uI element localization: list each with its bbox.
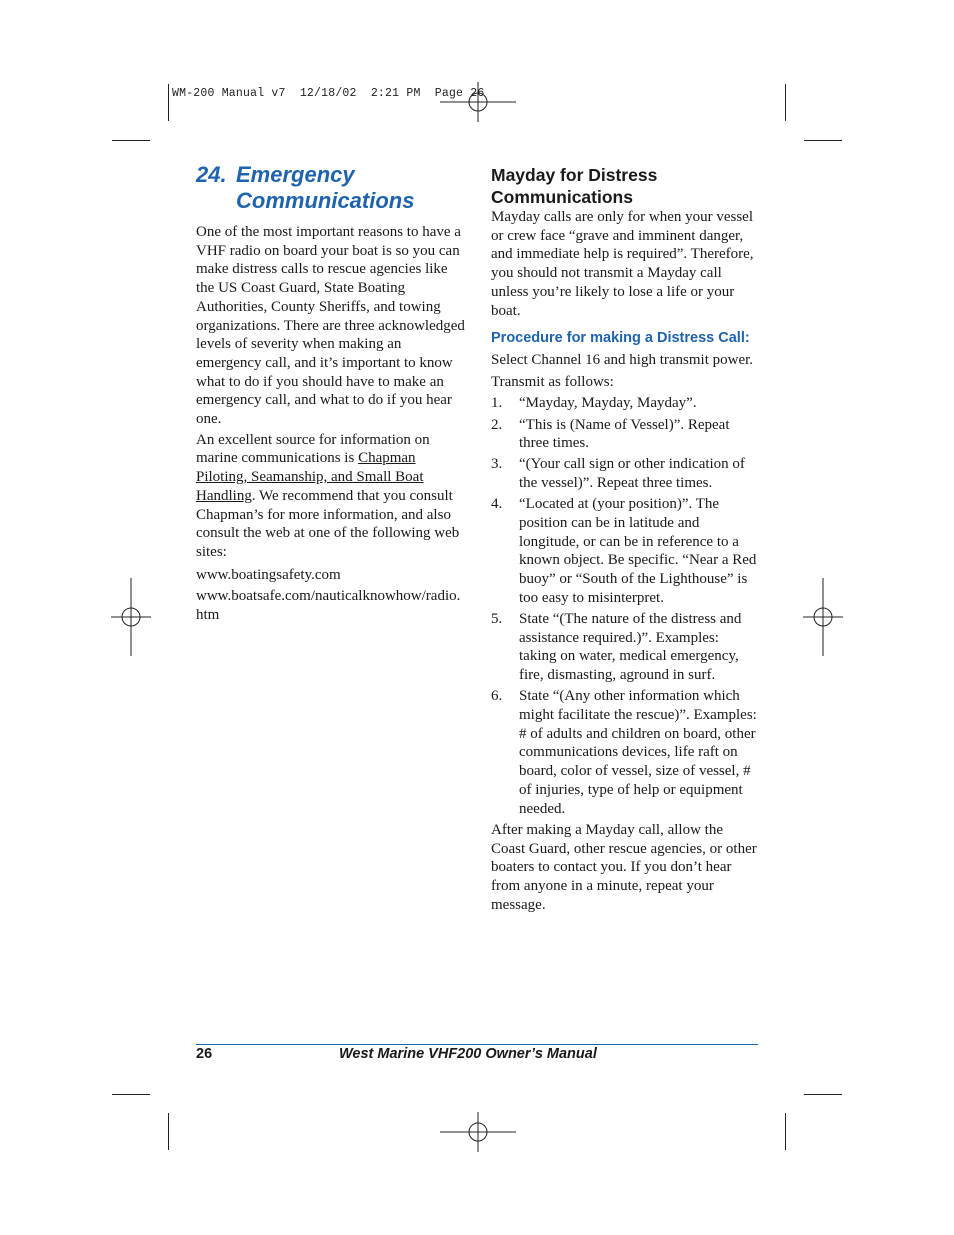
book-title: Chapman Piloting, Seamanship, and Small Boat Handling <box>196 450 424 504</box>
list-item: 4. “Located at (your position)”. The position can be in latitude and longitude, or can be in reference to a known object. Be specific. “Near a Red buoy” or “South of the Lighthouse” is too easy to misinterpret. <box>491 496 757 606</box>
crop-mark <box>112 140 150 141</box>
section-heading: Mayday for Distress Communications <box>491 165 658 207</box>
crop-mark <box>804 1094 842 1095</box>
chapter-title-line2: Communications <box>236 188 415 213</box>
after-paragraph: After making a Mayday call, allow the Coast Guard, other rescue agencies, or other boaters to contact you. If you don’t hear from anyone in a minute, repeat your message. <box>491 821 757 913</box>
list-item: 2. “This is (Name of Vessel)”. Repeat three times. <box>491 416 730 452</box>
crop-mark <box>168 84 169 121</box>
crop-mark <box>112 1094 150 1095</box>
crop-mark <box>168 1113 169 1150</box>
registration-mark-left <box>111 578 151 656</box>
transmit-text: Transmit as follows: <box>491 373 614 390</box>
select-channel-text: Select Channel 16 and high transmit power. <box>491 351 754 368</box>
source-text-post: . We recommend that you consult Chapman’s for more information, and also consult the web at one of the following web sites: <box>196 487 460 560</box>
right-column <box>491 164 759 914</box>
list-item: 6. State “(Any other information which might facilitate the rescue)”. Examples: # of adults and children on board, other communications devices, life raft on board, color of vessel, size of vessel, # of injuries, type of help or equipment needed. <box>491 688 757 817</box>
list-item: 3. “(Your call sign or other indication of the vessel)”. Repeat three times. <box>491 456 745 492</box>
printer-slug: WM-200 Manual v7 12/18/02 2:21 PM Page 26 <box>172 87 485 100</box>
chapter-title <box>196 162 466 214</box>
page-number: 26 <box>196 1046 213 1062</box>
list-item: 5. State “(The nature of the distress and assistance required.)”. Examples: taking on water, medical emergency, fire, dismasting, aground in surf. <box>491 611 742 684</box>
manual-title: West Marine VHF200 Owner’s Manual <box>339 1046 597 1062</box>
left-column <box>196 162 466 625</box>
source-text-pre: An excellent source for information on marine communications is <box>196 431 430 467</box>
registration-mark-right <box>803 578 843 656</box>
chapter-number: 24. <box>196 162 227 187</box>
procedure-steps <box>491 394 759 818</box>
registration-mark-bottom <box>440 1112 516 1152</box>
website-link: www.boatingsafety.com <box>196 566 341 583</box>
intro-paragraph: One of the most important reasons to have a VHF radio on board your boat is so you can make distress calls to rescue agencies like the US Coast Guard, State Boating Authorities, County Sheriffs, and towing organizations. There are three acknowledged levels of severity when making an emergency call, and it’s important to know what to do if you should have to make an emergency call, and what to do if you hear one. <box>196 224 465 428</box>
crop-mark <box>785 84 786 121</box>
crop-mark <box>804 140 842 141</box>
list-item: 1. “Mayday, Mayday, Mayday”. <box>491 395 697 412</box>
website-link: www.boatsafe.com/nauticalknowhow/radio.htm <box>196 588 461 624</box>
source-paragraph <box>196 431 466 562</box>
crop-mark <box>785 1113 786 1150</box>
chapter-title-line1: Emergency <box>236 162 355 187</box>
mayday-paragraph: Mayday calls are only for when your vessel or crew face “grave and imminent danger, and immediate help is required”. Therefore, you should not transmit a Mayday call unless you’re likely to lose a life or your boat. <box>491 209 754 319</box>
registration-mark-top <box>440 82 516 122</box>
subsection-heading: Procedure for making a Distress Call: <box>491 330 750 347</box>
